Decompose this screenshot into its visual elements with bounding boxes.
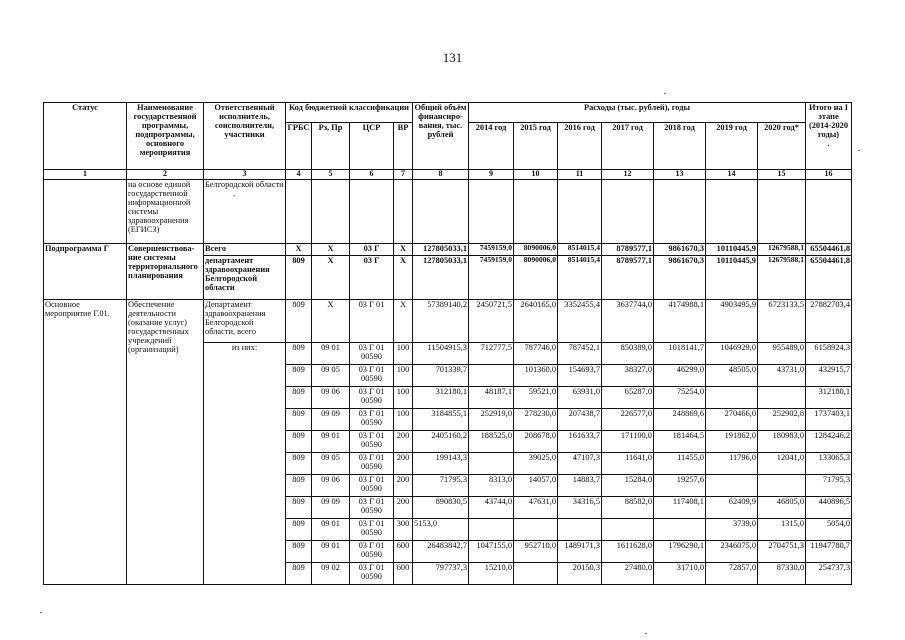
- cell-2016: 787452,1: [558, 342, 602, 364]
- column-number: 11: [558, 170, 602, 180]
- cell-vr: 100: [394, 342, 413, 364]
- cell-2015: 8090006,0: [514, 255, 558, 299]
- header-vr: ВР: [394, 123, 413, 170]
- cell-2020: 43731,0: [758, 364, 806, 386]
- header-2020: 2020 год*: [758, 123, 806, 170]
- cell-total: 127805033,1: [413, 243, 469, 255]
- cell-rz-pr: 09 01: [312, 342, 350, 364]
- cell-2020: 87330,0: [758, 562, 806, 584]
- cell-2014: 188525,0: [469, 430, 514, 452]
- cell-2014: 7459159,0: [469, 243, 514, 255]
- header-executor: Ответственный исполнитель, соисполнители, участники: [204, 103, 286, 170]
- cell-2020: 46805,0: [758, 496, 806, 518]
- cell-rz-pr: Х: [312, 299, 350, 342]
- column-number: 6: [350, 170, 394, 180]
- cell-2015: 14057,0: [514, 474, 558, 496]
- header-row-1: [44, 103, 852, 123]
- cell-stage-total: 71795,3: [806, 474, 852, 496]
- cell-csr: 03 Г 01 00590: [350, 430, 394, 452]
- cont-executor: Белгородской области .: [204, 179, 286, 243]
- cell-total: 890830,5: [413, 496, 469, 518]
- column-number: 16: [806, 170, 852, 180]
- cell-grbs: 809: [286, 540, 312, 562]
- cell-2016: 154693,7: [558, 364, 602, 386]
- column-number: 9: [469, 170, 514, 180]
- column-number: 7: [394, 170, 413, 180]
- event-executor: Департамент здравоохранения Белгородской области, всего: [204, 299, 286, 342]
- cell-2018: 31710,0: [654, 562, 706, 584]
- cell-2015: 39025,0: [514, 452, 558, 474]
- cell-stage-total: 11947780,7: [806, 540, 852, 562]
- cell-2015: 8090006,0: [514, 243, 558, 255]
- cell-csr: 03 Г 01 00590: [350, 474, 394, 496]
- column-number: 2: [127, 170, 204, 180]
- cell-vr: 100: [394, 364, 413, 386]
- cell-stage-total: 133065,3: [806, 452, 852, 474]
- subprogram-name: Совершенствова-ние системы территориального планирования: [127, 243, 204, 299]
- cell-2019: 10110445,9: [706, 255, 758, 299]
- cell-2016: 207438,7: [558, 408, 602, 430]
- cell-2019: 4903495,9: [706, 299, 758, 342]
- cell-2015: [514, 562, 558, 584]
- cell-stage-total: 440896,5: [806, 496, 852, 518]
- header-name: Наименование государственной программы, подпрограммы, основного мероприятия: [127, 103, 204, 170]
- cell-2016: 47107,3: [558, 452, 602, 474]
- event-executor-sub: из них:: [204, 342, 286, 584]
- cell-2019: [706, 386, 758, 408]
- cell-2015: 787746,0: [514, 342, 558, 364]
- scan-speck: [40, 612, 42, 613]
- column-number: 10: [514, 170, 558, 180]
- header-2014: 2014 год: [469, 123, 514, 170]
- cell-grbs: 809: [286, 518, 312, 540]
- cell-2016: [558, 518, 602, 540]
- cell-csr: 03 Г 01 00590: [350, 562, 394, 584]
- cell-stage-total: 254737,3: [806, 562, 852, 584]
- header-budget-code: Код бюджетной классификации: [286, 103, 413, 123]
- cell-2016: 34316,5: [558, 496, 602, 518]
- cell-stage-total: 432915,7: [806, 364, 852, 386]
- cell-grbs: 809: [286, 299, 312, 342]
- scan-speck: [645, 633, 647, 634]
- cell-csr: 03 Г 01 00590: [350, 342, 394, 364]
- cell-rz-pr: 09 09: [312, 408, 350, 430]
- page-number: 131: [442, 50, 463, 65]
- cell-stage-total: 65504461,8: [806, 255, 852, 299]
- header-rz-pr: Рз, Пр: [312, 123, 350, 170]
- cell-grbs: 809: [286, 474, 312, 496]
- cell-stage-total: 65504461,8: [806, 243, 852, 255]
- cell-2018: 46299,0: [654, 364, 706, 386]
- cell-2016: 8514015,4: [558, 255, 602, 299]
- cell-2015: 952710,0: [514, 540, 558, 562]
- cell-rz-pr: 09 05: [312, 364, 350, 386]
- cell-2020: 2704751,3: [758, 540, 806, 562]
- cell-2017: 1611628,0: [602, 540, 654, 562]
- cell-2016: 3352455,4: [558, 299, 602, 342]
- cell-grbs: 809: [286, 496, 312, 518]
- cell-2019: 270466,0: [706, 408, 758, 430]
- cell-rz-pr: 09 01: [312, 540, 350, 562]
- cell-rz-pr: 09 06: [312, 474, 350, 496]
- cell-2014: 252919,0: [469, 408, 514, 430]
- cell-2018: 75254,0: [654, 386, 706, 408]
- cell-2020: [758, 474, 806, 496]
- cont-status: [44, 179, 127, 243]
- cell-total: 26483842,7: [413, 540, 469, 562]
- cell-csr: 03 Г 01 00590: [350, 386, 394, 408]
- cell-2018: 4174988,1: [654, 299, 706, 342]
- cell-2018: 9861670,3: [654, 255, 706, 299]
- cell-grbs: Х: [286, 243, 312, 255]
- cell-grbs: 809: [286, 386, 312, 408]
- cell-rz-pr: 09 01: [312, 430, 350, 452]
- cell-2015: 2640165,0: [514, 299, 558, 342]
- cell-vr: 200: [394, 452, 413, 474]
- cell-2014: [469, 518, 514, 540]
- cell-2020: 12041,0: [758, 452, 806, 474]
- cell-csr: 03 Г 01 00590: [350, 452, 394, 474]
- cell-2019: 1046929,0: [706, 342, 758, 364]
- cell-stage-total: 1284246,2: [806, 430, 852, 452]
- cell-vr: 100: [394, 408, 413, 430]
- header-2018: 2018 год: [654, 123, 706, 170]
- cell-2014: 43744,0: [469, 496, 514, 518]
- cell-total: 71795,3: [413, 474, 469, 496]
- cell-rz-pr: Х: [312, 255, 350, 299]
- column-number: 12: [602, 170, 654, 180]
- cell-total: 2405160,2: [413, 430, 469, 452]
- cell-2014: 8313,0: [469, 474, 514, 496]
- cell-csr: 03 Г 01: [350, 299, 394, 342]
- cell-vr: 600: [394, 540, 413, 562]
- cell-rz-pr: 09 02: [312, 562, 350, 584]
- cell-2015: 278230,0: [514, 408, 558, 430]
- header-2019: 2019 год: [706, 123, 758, 170]
- cell-2016: 63931,0: [558, 386, 602, 408]
- cell-2018: 1018141,7: [654, 342, 706, 364]
- cell-2020: 955489,0: [758, 342, 806, 364]
- event-status: Основное мероприятие Г.01.: [44, 299, 127, 584]
- cell-rz-pr: Х: [312, 243, 350, 255]
- column-number: 5: [312, 170, 350, 180]
- header-grbs: ГРБС: [286, 123, 312, 170]
- cell-vr: 100: [394, 386, 413, 408]
- cell-2020: 252902,8: [758, 408, 806, 430]
- cell-total: 199143,3: [413, 452, 469, 474]
- cell-2015: 47631,0: [514, 496, 558, 518]
- cell-2017: 11641,0: [602, 452, 654, 474]
- cell-total: 701339,7: [413, 364, 469, 386]
- header-2015: 2015 год: [514, 123, 558, 170]
- column-number: 8: [413, 170, 469, 180]
- cell-stage-total: 312180,1: [806, 386, 852, 408]
- cell-2020: 12679588,1: [758, 243, 806, 255]
- cell-2017: [602, 518, 654, 540]
- cell-2019: 3739,0: [706, 518, 758, 540]
- cell-grbs: 809: [286, 342, 312, 364]
- cell-grbs: 809: [286, 408, 312, 430]
- cell-2019: [706, 474, 758, 496]
- cell-2016: 8514015,4: [558, 243, 602, 255]
- event-name: Обеспечение деятельности (оказание услуг) государственных учреждений (организаций): [127, 299, 204, 584]
- cell-csr: 03 Г: [350, 243, 394, 255]
- cell-rz-pr: 09 05: [312, 452, 350, 474]
- cell-2017: 65287,0: [602, 386, 654, 408]
- scan-speck: [858, 150, 860, 151]
- cell-2015: [514, 518, 558, 540]
- column-number: 13: [654, 170, 706, 180]
- column-number: 1: [44, 170, 127, 180]
- subprogram-executor: департамент здравоохранения Белгородской области: [204, 255, 286, 299]
- scan-speck: [664, 93, 666, 94]
- column-number: 15: [758, 170, 806, 180]
- cell-2015: 101360,0: [514, 364, 558, 386]
- header-total: Общий объём финансиро-вания, тыс. рублей: [413, 103, 469, 170]
- header-2017: 2017 год: [602, 123, 654, 170]
- cell-2017: 15284,0: [602, 474, 654, 496]
- cell-csr: 03 Г 01 00590: [350, 518, 394, 540]
- cell-vr: 200: [394, 496, 413, 518]
- cell-2019: 72857,0: [706, 562, 758, 584]
- cell-2020: 12679588,1: [758, 255, 806, 299]
- cell-2014: 712777,5: [469, 342, 514, 364]
- column-number: 14: [706, 170, 758, 180]
- cell-2017: 88582,0: [602, 496, 654, 518]
- header-expenses: Расходы (тыс. рублей), годы: [469, 103, 806, 123]
- cell-2017: 27480,0: [602, 562, 654, 584]
- cell-grbs: 809: [286, 562, 312, 584]
- cell-grbs: 809: [286, 255, 312, 299]
- cell-2014: 1047155,0: [469, 540, 514, 562]
- cell-vr: Х: [394, 243, 413, 255]
- cell-vr: Х: [394, 255, 413, 299]
- cell-2017: 850389,0: [602, 342, 654, 364]
- cell-2020: 1315,0: [758, 518, 806, 540]
- subprogram-total-row: [44, 243, 852, 255]
- cell-2019: 2346075,0: [706, 540, 758, 562]
- column-number: 4: [286, 170, 312, 180]
- cell-2020: 180983,0: [758, 430, 806, 452]
- cell-csr: 03 Г 01 00590: [350, 408, 394, 430]
- cell-grbs: 809: [286, 430, 312, 452]
- cell-2014: 2450721,5: [469, 299, 514, 342]
- cell-2019: 48505,0: [706, 364, 758, 386]
- header-csr: ЦСР: [350, 123, 394, 170]
- cell-2018: 248869,6: [654, 408, 706, 430]
- cell-2017: 171100,0: [602, 430, 654, 452]
- cell-2018: 19257,6: [654, 474, 706, 496]
- cell-2017: 8789577,1: [602, 255, 654, 299]
- cell-csr: 03 Г 01 00590: [350, 364, 394, 386]
- cell-2019: 191862,0: [706, 430, 758, 452]
- cell-csr: 03 Г 01 00590: [350, 496, 394, 518]
- cell-total: 312180,1: [413, 386, 469, 408]
- cell-csr: 03 Г: [350, 255, 394, 299]
- cell-2016: 1489171,3: [558, 540, 602, 562]
- cell-vr: Х: [394, 299, 413, 342]
- column-number: 3: [204, 170, 286, 180]
- cell-vr: 200: [394, 474, 413, 496]
- cell-2016: 14883,7: [558, 474, 602, 496]
- header-2016: 2016 год: [558, 123, 602, 170]
- cell-2019: 10110445,9: [706, 243, 758, 255]
- cell-total: 3184855,1: [413, 408, 469, 430]
- cell-2017: 8789577,1: [602, 243, 654, 255]
- cell-2019: 62409,9: [706, 496, 758, 518]
- cell-2018: 9861670,3: [654, 243, 706, 255]
- cell-2015: 59521,0: [514, 386, 558, 408]
- cell-vr: 600: [394, 562, 413, 584]
- cell-2020: [758, 386, 806, 408]
- header-status: Статус: [44, 103, 127, 170]
- subprogram-status: Подпрограмма Г: [44, 243, 127, 299]
- cell-2018: 181464,5: [654, 430, 706, 452]
- cell-2014: 48187,1: [469, 386, 514, 408]
- cell-stage-total: 6158924,3: [806, 342, 852, 364]
- cell-2016: 20150,3: [558, 562, 602, 584]
- cell-total: 127805033,1: [413, 255, 469, 299]
- cell-grbs: 809: [286, 364, 312, 386]
- cell-total: 5153,0: [413, 518, 469, 540]
- cell-vr: 200: [394, 430, 413, 452]
- cell-2014: 15210,0: [469, 562, 514, 584]
- cell-csr: 03 Г 01 00590: [350, 540, 394, 562]
- cell-2016: 161633,7: [558, 430, 602, 452]
- cell-stage-total: 27882703,4: [806, 299, 852, 342]
- cell-stage-total: 1737403,1: [806, 408, 852, 430]
- cell-2018: [654, 518, 706, 540]
- cell-2014: [469, 364, 514, 386]
- cell-2014: [469, 452, 514, 474]
- cell-vr: 300: [394, 518, 413, 540]
- cell-2018: 11455,0: [654, 452, 706, 474]
- cell-stage-total: 5054,0: [806, 518, 852, 540]
- continuation-row: [44, 179, 852, 243]
- cell-2014: 7459159,0: [469, 255, 514, 299]
- subprogram-executor-total: Всего: [204, 243, 286, 255]
- cell-2017: 38327,0: [602, 364, 654, 386]
- budget-table: [43, 102, 852, 585]
- column-number-row: [44, 170, 852, 180]
- cell-2019: 11796,0: [706, 452, 758, 474]
- header-stage-total: Итого на I этапе (2014-2020 годы) .: [806, 103, 852, 170]
- cell-total: 57389140,2: [413, 299, 469, 342]
- cell-2015: 208678,0: [514, 430, 558, 452]
- cell-rz-pr: 09 06: [312, 386, 350, 408]
- cell-grbs: 809: [286, 452, 312, 474]
- cell-2017: 226577,0: [602, 408, 654, 430]
- cell-2018: 117408,1: [654, 496, 706, 518]
- cell-2018: 1796290,1: [654, 540, 706, 562]
- cell-2020: 6723133,5: [758, 299, 806, 342]
- cont-name: на основе единой государственной информационной системы здравоохранения (ЕГИСЗ): [127, 179, 204, 243]
- cell-total: 11504915,3: [413, 342, 469, 364]
- cell-rz-pr: 09 01: [312, 518, 350, 540]
- cell-2017: 3637744,0: [602, 299, 654, 342]
- event-total-row: [44, 299, 852, 342]
- cell-rz-pr: 09 09: [312, 496, 350, 518]
- cell-total: 797737,3: [413, 562, 469, 584]
